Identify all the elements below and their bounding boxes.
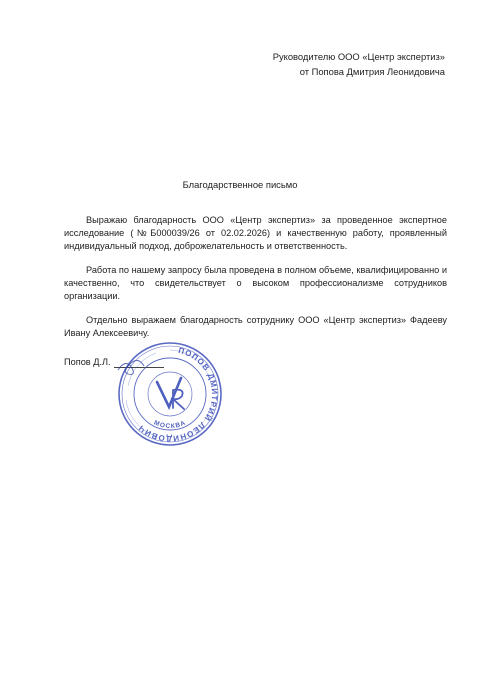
paragraph-gratitude: Выражаю благодарность ООО «Центр экспертиз» за проведенное экспертное исследование (№Б000039/26 от 02.02.2026) и качественную работу, проявленный индивидуальный подход, доброжелательность и ответственность. bbox=[64, 215, 447, 252]
paragraph-employee-thanks: Отдельно выражаем благодарность сотруднику ООО «Центр экспертиз» Фадееву Ивану Алексеевичу. bbox=[64, 315, 447, 339]
letter-body bbox=[64, 214, 447, 352]
addressee-block bbox=[240, 49, 445, 79]
letter-title: Благодарственное письмо bbox=[182, 179, 298, 190]
addressee-line-recipient: Руководителю ООО «Центр экспертиз» bbox=[272, 51, 445, 62]
addressee-line-sender: от Попова Дмитрия Леонидовича bbox=[299, 66, 445, 78]
signature-name: Попов Д.Л. bbox=[64, 357, 111, 367]
signature-scribble bbox=[118, 360, 144, 374]
stamp-city-text: МОСКВА bbox=[152, 419, 188, 431]
stamp-outer-text: ПОПОВ ДМИТРИЙ ЛЕОНИДОВИЧ bbox=[136, 345, 220, 444]
paragraph-work-quality: Работа по нашему запросу была проведена в полном объеме, квалифицированно и качественно, что свидетельствует о высоком профессионализме сотрудников организации. bbox=[64, 265, 447, 302]
stamp-seal bbox=[116, 340, 224, 448]
